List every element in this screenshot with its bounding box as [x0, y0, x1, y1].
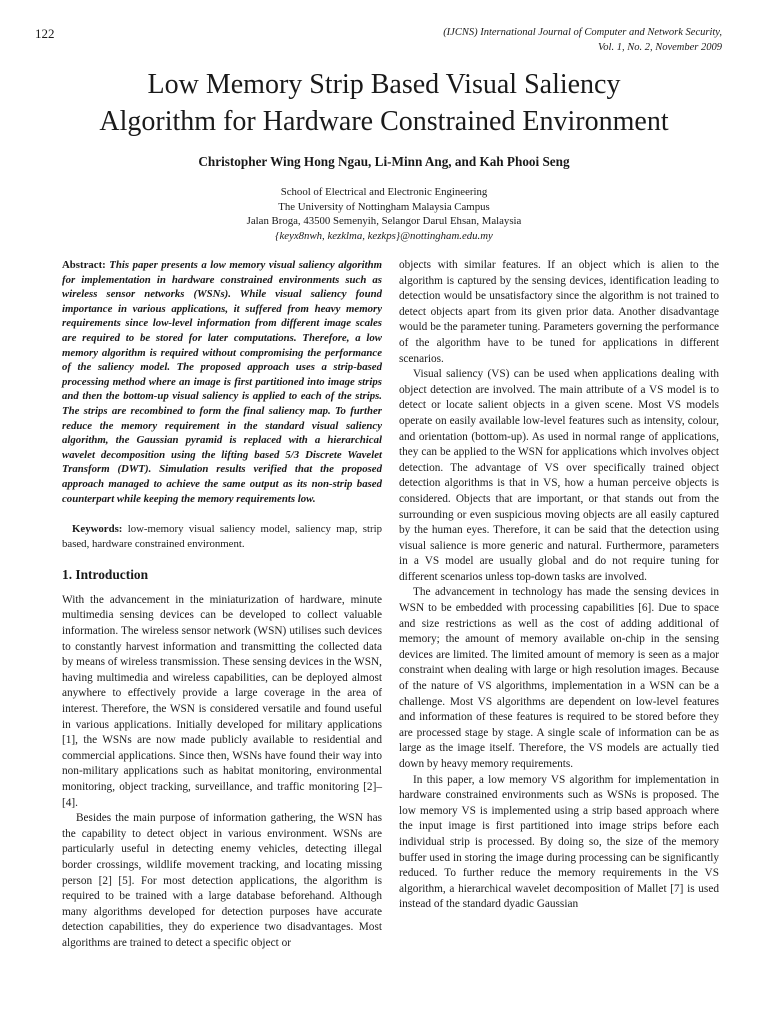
title-line-1: Low Memory Strip Based Visual Saliency [147, 69, 621, 100]
journal-header [443, 26, 722, 55]
title-line-2: Algorithm for Hardware Constrained Environment [99, 106, 669, 137]
affiliation-line-2: The University of Nottingham Malaysia Campus [278, 200, 490, 213]
journal-line-2: Vol. 1, No. 2, November 2009 [598, 41, 722, 53]
affiliation-line-3: Jalan Broga, 43500 Semenyih, Selangor Darul Ehsan, Malaysia [246, 215, 522, 227]
authors: Christopher Wing Hong Ngau, Li-Minn Ang, and Kah Phooi Seng [198, 154, 570, 169]
paper-title [40, 66, 728, 140]
intro-paragraph-3: objects with similar features. If an object which is alien to the algorithm is captured by the sensing devices, identification leading to detection would be unsatisfactory since the algorithm is not trained to detect objects apart from its given prior data. Another disadvantage would be the parameter tuning. Parameters governing the performance of the algorithm have to be tuned for applications in different scenarios. [399, 259, 719, 365]
intro-paragraph-6: In this paper, a low memory VS algorithm for implementation in hardware constrained environments such as WSNs is proposed. The low memory VS is implemented using a strip based approach where the input image is first partitioned into image strips before each individual strip is processed. By doing so, the size of the memory buffer used in storing the image during processing can be significantly reduced. To further reduce the memory requirements in the VS algorithm, a hierarchical wavelet decomposition of Mallet [7] is used instead of the standard dyadic Gaussian [399, 773, 719, 911]
keywords [62, 522, 382, 551]
keywords-label: Keywords: [72, 523, 123, 536]
section-heading-introduction: 1. Introduction [62, 567, 149, 583]
intro-paragraph-1: With the advancement in the miniaturization of hardware, minute multimedia sensing devices can be developed to collect valuable information. The wireless sensor network (WSN) utilises such devices to constantly harvest information and transmitting the collected data by means of wireless transmission. These sensing devices in the WSN, having multimedia and wireless capabilities, can be deployed almost anywhere to effectively provide a large coverage in the area of interest. Therefore, the WSN is considered versatile and found useful in various applications. Initially developed for military applications [1], the WSNs are now made publicly available to residential and commercial applications. Since then, WSNs have found their way into non-military applications such as habitat monitoring, environmental monitoring, object tracking, surveillance, and traffic monitoring [2]–[4]. [62, 593, 382, 809]
intro-paragraph-5: The advancement in technology has made the sensing devices in WSN to be embedded with processing capabilities [6]. Due to space and size restrictions as well as the cost of adding additional of memory; the amount of memory available on-chip in the sensing devices are limited. The limited amount of memory is seen as a major constraint when dealing with large or high resolution images. Because of the nature of VS algorithms, implementation in a WSN can be a challenge. Most VS algorithms are dependent on low-level features and information of these features is required to be stored before they are processed stage by stage. A single scale of information can be as large as the image itself. Therefore, the VS models are actually tied down by heavy memory requirements. [399, 586, 719, 770]
affiliation [40, 185, 728, 243]
abstract-label: Abstract: [62, 259, 106, 271]
page-number: 122 [35, 26, 55, 41]
journal-line-1: (IJCNS) International Journal of Computer and Network Security, [443, 27, 722, 38]
abstract [62, 258, 382, 506]
affiliation-line-1: School of Electrical and Electronic Engineering [280, 186, 488, 198]
intro-paragraph-4: Visual saliency (VS) can be used when applications dealing with object detection are involved. The main attribute of a VS model is to detect or locate salient objects in a given scene. Most VS models operate on easily available low-level features such as intensity, colour, and orientation (bottom-up). As used in normal range of applications, they can be applied to the WSN for applications which involves object detection. The advantage of VS over specifically trained object detection algorithms is that in VS, how a human perceive objects is considered. Objects that are important, or that stands out from the surrounding or even suspicious moving objects are all easily captured by the human eyes. Therefore, it can be said that the detection using visual salience is more generic and natural. Furthermore, parameters in a VS model are usually global and do not require tuning for different scenarios unless top-down tasks are involved. [399, 368, 719, 583]
keywords-text: low-memory visual saliency model, saliency map, strip based, hardware constrained environment. [62, 523, 382, 550]
left-column [62, 258, 382, 952]
right-column [399, 258, 719, 913]
intro-paragraph-2: Besides the main purpose of information gathering, the WSN has the capability to detect object in various environment. WSNs are particularly useful in detecting enemy vehicles, detecting illegal border crossings, wildlife movement tracking, and locating missing person [2] [5]. For most detection applications, the algorithm is required to be trained with a large database beforehand. Although many algorithms developed for detection purposes have accurate detection capabilities, they do experience two disadvantages. Most algorithms are trained to detect a specific object or [62, 812, 382, 949]
author-emails: {keyx8nwh, kezklma, kezkps}@nottingham.edu.my [275, 229, 493, 242]
abstract-text: This paper presents a low memory visual saliency algorithm for implementation in hardware constrained environments such as wireless sensor networks (WSNs). While visual saliency found importance in various applications, it suffered from heavy memory requirements since low-level information from different image scales are required to be stored for later computations. Therefore, a low memory algorithm is required without compromising the performance of the saliency model. The proposed approach uses a strip-based processing method where an image is first partitioned into image strips and then the bottom-up visual saliency is applied to each of the strips. The strips are recombined to form the final saliency map. To further reduce the memory requirement in the standard visual saliency algorithm, the Gaussian pyramid is replaced with a hierarchical wavelet decomposition using the lifting based 5/3 Discrete Wavelet Transform (DWT). Simulation results verified that the proposed approach managed to achieve the same output as its non-strip based counterpart while keeping the memory requirements low. [62, 259, 382, 505]
